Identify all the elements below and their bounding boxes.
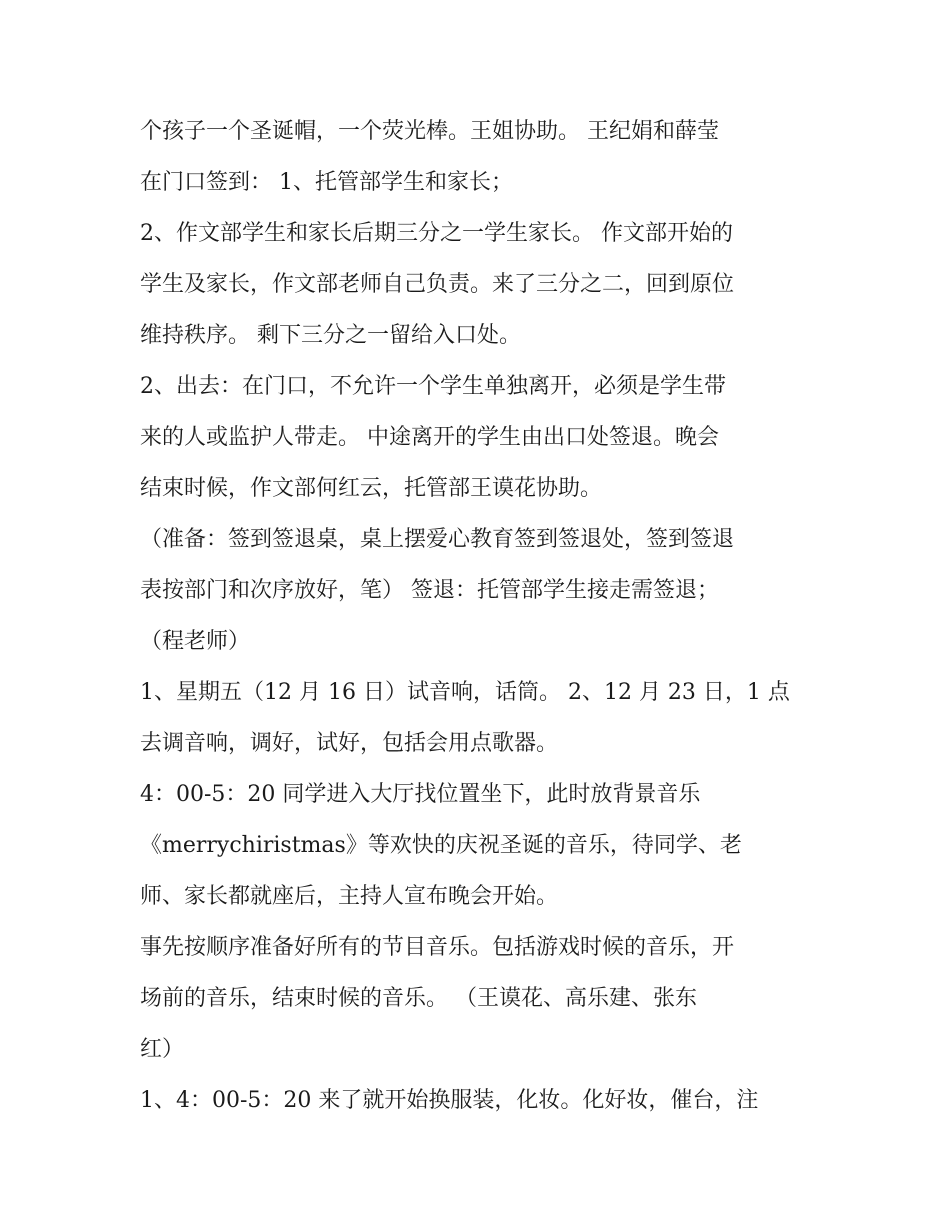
text-line: 师、家长都就座后，主持人宣布晚会开始。 xyxy=(140,884,559,909)
text-line: 来的人或监护人带走。 中途离开的学生由出口处签退。晚会 xyxy=(140,425,719,450)
text-line: 维持秩序。 剩下三分之一留给入口处。 xyxy=(140,323,521,348)
text-line: 4：00-5：20 同学进入大厅找位置坐下，此时放背景音乐 xyxy=(140,782,701,807)
text-line: 去调音响，调好，试好，包括会用点歌器。 xyxy=(140,731,559,756)
text-line: 红） xyxy=(140,1037,185,1062)
text-line: 学生及家长，作文部老师自己负责。来了三分之二，回到原位 xyxy=(140,272,735,297)
text-line: 在门口签到： 1、托管部学生和家长； xyxy=(140,170,513,195)
document-body xyxy=(140,106,830,1126)
text-line: 2、作文部学生和家长后期三分之一学生家长。 作文部开始的 xyxy=(140,221,733,246)
text-line: 结束时候，作文部何红云，托管部王谟花协助。 xyxy=(140,476,603,501)
text-line: 1、4：00-5：20 来了就开始换服装，化妆。化好妆，催台，注 xyxy=(140,1088,759,1113)
text-line: （准备：签到签退桌，桌上摆爱心教育签到签退处，签到签退 xyxy=(140,527,735,552)
text-line: （程老师） xyxy=(140,629,251,654)
text-line: 场前的音乐，结束时候的音乐。 （王谟花、高乐建、张东 xyxy=(140,986,697,1011)
text-line: 表按部门和次序放好，笔） 签退：托管部学生接走需签退； xyxy=(140,578,719,603)
text-line: 个孩子一个圣诞帽，一个荧光棒。王姐协助。 王纪娟和薛莹 xyxy=(140,119,719,144)
text-line: 2、出去：在门口，不允许一个学生单独离开，必须是学生带 xyxy=(140,374,726,399)
text-line: 《merrychiristmas》等欢快的庆祝圣诞的音乐，待同学、老 xyxy=(140,833,742,858)
text-line: 1、星期五（12 月 16 日）试音响，话筒。 2、12 月 23 日，1 点 xyxy=(140,680,790,705)
text-line: 事先按顺序准备好所有的节目音乐。包括游戏时候的音乐，开 xyxy=(140,935,735,960)
